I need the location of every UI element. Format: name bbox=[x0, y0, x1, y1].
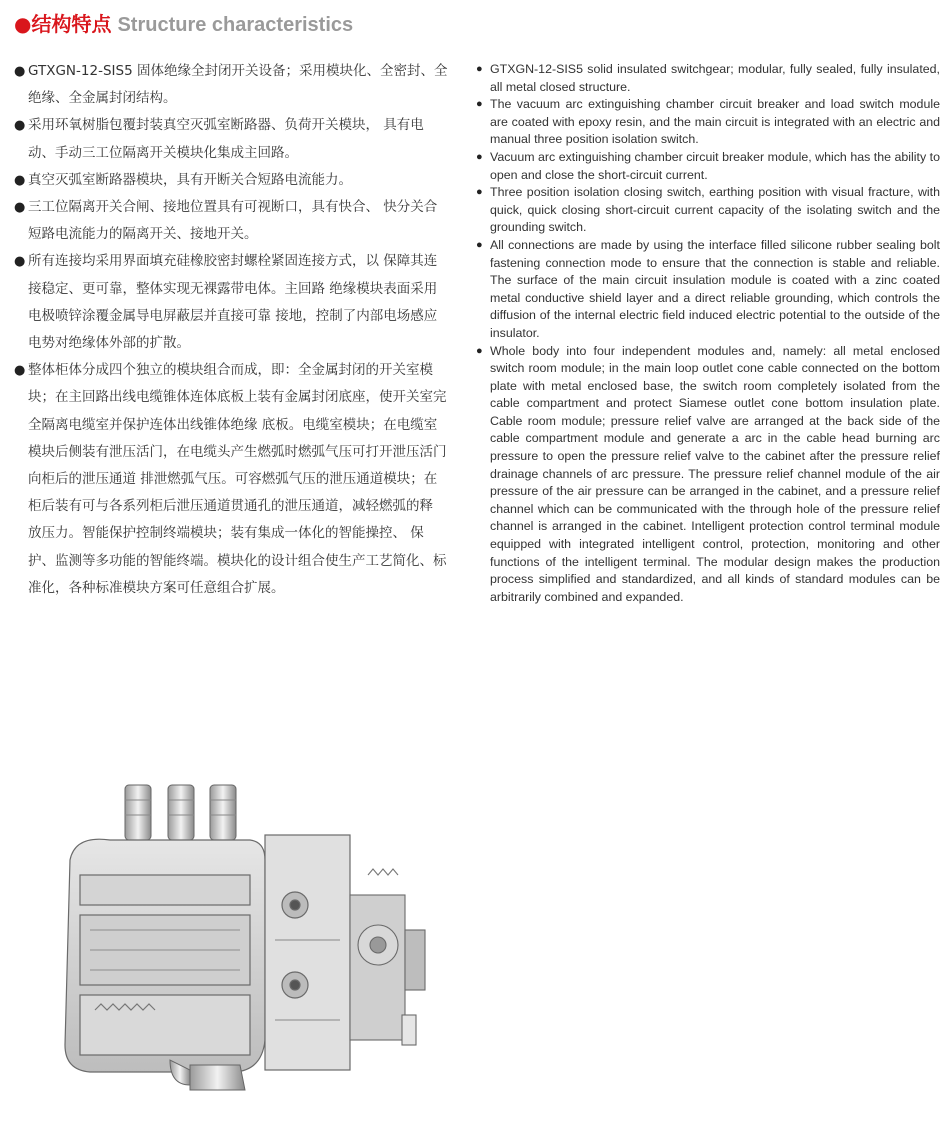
switchgear-diagram bbox=[50, 780, 450, 1095]
zh-item-text: 真空灭弧室断路器模块，具有开断关合短路电流能力。 bbox=[28, 171, 352, 188]
zh-list-item bbox=[14, 357, 450, 602]
bullet-icon: ● bbox=[14, 254, 26, 270]
en-list-item bbox=[476, 149, 940, 184]
zh-list-item bbox=[14, 167, 450, 194]
en-list-item bbox=[476, 343, 940, 607]
en-list-item bbox=[476, 237, 940, 343]
en-list-item bbox=[476, 184, 940, 237]
zh-item-text: GTXGN-12-SIS5 固体绝缘全封闭开关设备；采用模块化、全密封、全绝缘、全金属封闭结构。 bbox=[28, 63, 448, 107]
bullet-icon: ● bbox=[476, 238, 483, 251]
en-item-text: Three position isolation closing switch, earthing position with visual fracture, with quick, quick closing short-circuit current capacity of the isolating switch and the grounding switch. bbox=[490, 185, 940, 235]
title-bullet: ● bbox=[14, 12, 32, 36]
zh-item-text: 采用环氧树脂包覆封装真空灭弧室断路器、负荷开关模块， 具有电动、手动三工位隔离开关模块化集成主回路。 bbox=[28, 117, 424, 161]
zh-item-text: 所有连接均采用界面填充硅橡胶密封螺栓紧固连接方式，以 保障其连接稳定、更可靠，整体实现无裸露带电体。主回路 绝缘模块表面采用电极喷锌涂覆金属导电屏蔽层并直接可靠 接地，控制了内部电场感应电势对绝缘体外部的扩散。 bbox=[28, 253, 438, 352]
en-list-item bbox=[476, 96, 940, 149]
bullet-icon: ● bbox=[476, 150, 483, 163]
en-item-text: All connections are made by using the interface filled silicone rubber sealing bolt fastening connection mode to ensure that the connection is stable and reliable. The surface of the main circuit insulation module is coated with a zinc coated metal conductive shield layer and a direct reliable grounding, which controls the diffusion of the internal electric field induced electric potential to the outside of the insulator. bbox=[490, 237, 940, 340]
zh-item-text: 三工位隔离开关合闸、接地位置具有可视断口，具有快合、 快分关合短路电流能力的隔离开关、接地开关。 bbox=[28, 199, 438, 243]
zh-list-item bbox=[14, 112, 450, 166]
zh-list-item bbox=[14, 248, 450, 357]
operating-mechanism bbox=[350, 869, 425, 1045]
bullet-icon: ● bbox=[14, 363, 26, 379]
bullet-icon: ● bbox=[476, 186, 483, 199]
en-item-text: The vacuum arc extinguishing chamber circuit breaker and load switch module are coated with epoxy resin, and the main circuit is integrated with an electric and manual three position isolation switch. bbox=[490, 97, 940, 147]
en-item-text: Whole body into four independent modules and, namely: all metal enclosed switch room module; in the main loop outlet cone cable connected on the bottom plate with metal enclosed base, the switch room completely isolated from the cable compartment and protect Siamese outlet cone bottom insulation plate. Cable room module; pressure relief valve are arranged at the back side of the cable compartment module and generate a arc in the cable head burning arc pressure to open the pressure relief valve to the cabinet after the pressure relief drainage channels of arc pressure. The pressure relief channel module of the air pressure of the air pressure can be arranged in the cabinet, and a pressure relief channel which can be communicated with the through hole of the pressure relief channel is arranged in the cabinet. Intelligent protection control terminal module equipped with integrated intelligent control, protection, monitoring and other functions of the intelligent terminal. The modular design makes the production process simplified and standardized, and all kinds of standard modules can be arbitrarily combined and expanded. bbox=[490, 343, 940, 604]
bullet-icon: ● bbox=[14, 118, 26, 134]
chinese-column bbox=[14, 58, 450, 602]
bullet-icon: ● bbox=[14, 64, 26, 79]
cable-bushings bbox=[125, 785, 236, 840]
en-item-text: GTXGN-12-SIS5 solid insulated switchgear; modular, fully sealed, fully insulated, all metal closed structure. bbox=[490, 62, 940, 94]
bullet-icon: ● bbox=[476, 344, 483, 357]
zh-item-text: 整体柜体分成四个独立的模块组合而成，即：全金属封闭的开关室模块；在主回路出线电缆锥体连体底板上装有金属封闭底座，使开关室完全隔离电缆室并保护连体出线锥体绝缘 底板。电缆室模块；在电缆室模块后侧装有泄压活门，在电缆头产生燃弧时燃弧气压可打开泄压活门向柜后的泄压通道 排泄燃弧气压。可容燃弧气压的泄压通道模块；在柜后装有可与各系列柜后泄压通道贯通孔的泄压通道，减轻燃弧的释 放压力。智能保护控制终端模块；装有集成一体化的智能操控、 保护、监测等多功能的智能终端。模块化的设计组合使生产工艺简化、标准化，各种标准模块方案可任意组合扩展。 bbox=[28, 362, 447, 596]
section-title bbox=[14, 8, 353, 37]
en-item-text: Vacuum arc extinguishing chamber circuit breaker module, which has the ability to open and close the short-circuit current. bbox=[490, 149, 940, 182]
main-insulation-module bbox=[65, 839, 265, 1072]
zh-list-item bbox=[14, 58, 450, 112]
bullet-icon: ● bbox=[476, 63, 483, 75]
title-english: Structure characteristics bbox=[117, 14, 354, 36]
zh-list-item bbox=[14, 194, 450, 248]
bullet-icon: ● bbox=[476, 98, 483, 111]
english-column bbox=[476, 61, 940, 606]
title-chinese: 结构特点 bbox=[31, 12, 112, 36]
switch-room-module bbox=[265, 835, 350, 1070]
en-list-item bbox=[476, 61, 940, 96]
bullet-icon: ● bbox=[14, 200, 26, 216]
bullet-icon: ● bbox=[14, 172, 26, 188]
